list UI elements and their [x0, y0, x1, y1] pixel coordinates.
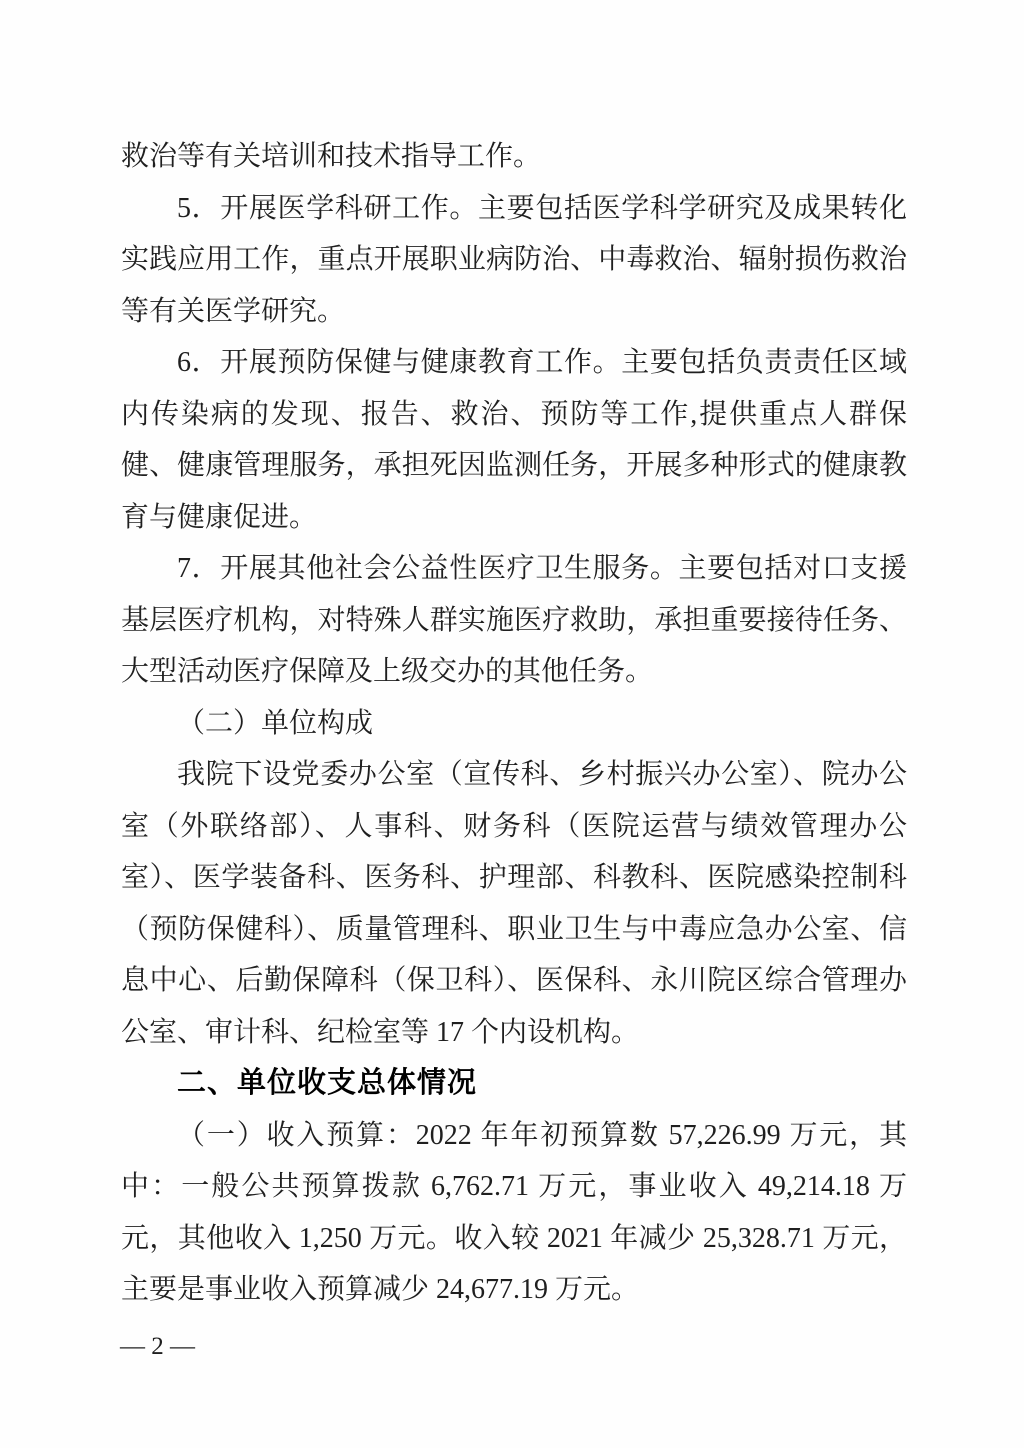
text-line: 室）、医学装备科、医务科、护理部、科教科、医院感染控制科: [121, 862, 907, 893]
text-line: 5．开展医学科研工作。主要包括医学科学研究及成果转化: [177, 192, 907, 224]
text-line: 育与健康促进。: [121, 501, 318, 533]
text-line: 内传染病的发现、报告、救治、预防等工作,提供重点人群保: [121, 398, 907, 430]
text-line: 公室、审计科、纪检室等 17 个内设机构。: [121, 1016, 640, 1048]
text-line: 6．开展预防保健与健康教育工作。主要包括负责责任区域: [177, 347, 907, 378]
text-line: （一）收入预算：2022 年年初预算数 57,226.99 万元，其: [177, 1119, 907, 1151]
document-body: [121, 131, 907, 1316]
text-line: 息中心、后勤保障科（保卫科）、医保科、永川院区综合管理办: [121, 965, 907, 996]
section-heading: 二、单位收支总体情况: [177, 1067, 478, 1099]
text-line: 主要是事业收入预算减少 24,677.19 万元。: [121, 1274, 640, 1305]
text-line: 等有关医学研究。: [121, 295, 346, 327]
text-line: 大型活动医疗保障及上级交办的其他任务。: [121, 656, 654, 687]
text-line: 中：一般公共预算拨款 6,762.71 万元，事业收入 49,214.18 万: [121, 1171, 907, 1202]
text-line: 7．开展其他社会公益性医疗卫生服务。主要包括对口支援: [177, 553, 907, 584]
text-line: 救治等有关培训和技术指导工作。: [121, 141, 542, 172]
text-line: 室（外联络部）、人事科、财务科（医院运营与绩效管理办公: [121, 810, 907, 842]
text-line: 我院下设党委办公室（宣传科、乡村振兴办公室）、院办公: [177, 759, 907, 790]
text-line: 实践应用工作，重点开展职业病防治、中毒救治、辐射损伤救治: [121, 244, 907, 275]
page-number: — 2 —: [120, 1333, 195, 1360]
text-line: 基层医疗机构，对特殊人群实施医疗救助，承担重要接待任务、: [121, 604, 907, 636]
text-line: 元，其他收入 1,250 万元。收入较 2021 年减少 25,328.71 万元，: [121, 1222, 907, 1254]
text-line: （二）单位构成: [177, 707, 374, 739]
text-line: 健、健康管理服务，承担死因监测任务，开展多种形式的健康教: [121, 450, 907, 481]
text-line: （预防保健科）、质量管理科、职业卫生与中毒应急办公室、信: [121, 913, 907, 945]
